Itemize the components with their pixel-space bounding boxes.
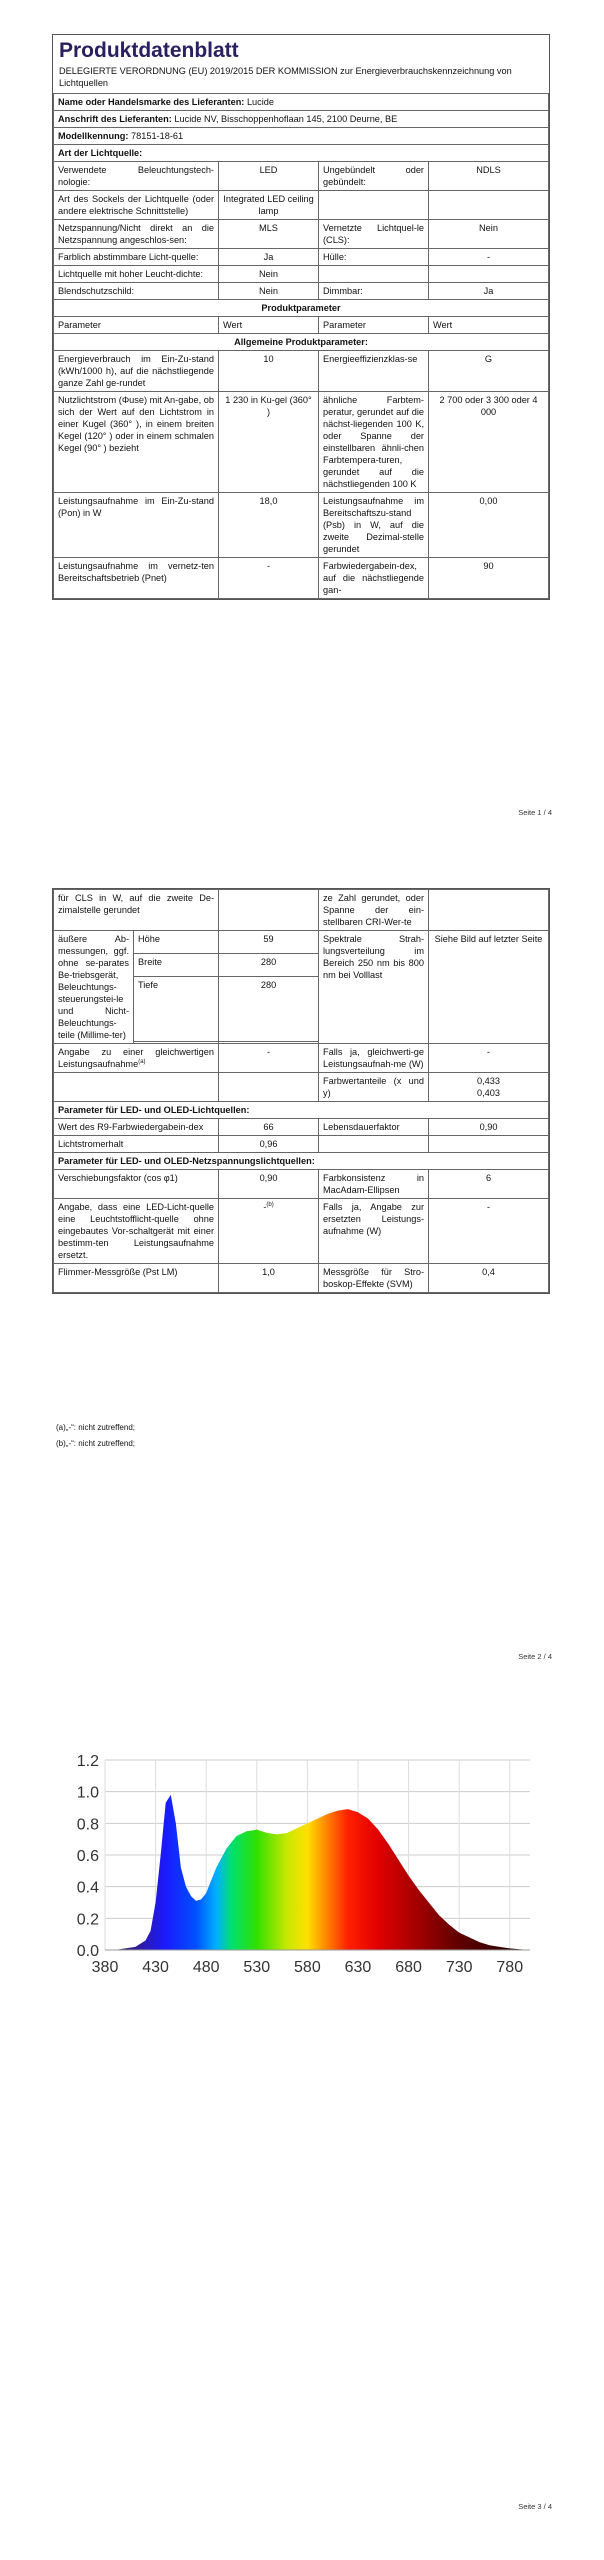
- table-row: [54, 558, 549, 599]
- table-row: [54, 392, 549, 493]
- param-value: 10: [219, 351, 319, 392]
- table-row: [54, 351, 549, 392]
- param-label: Leistungsaufnahme im Bereitschaftszu-stand (Psb) in W, auf die zweite Dezimal-stelle gerundet: [319, 493, 429, 558]
- param-label: Farblich abstimmbare Licht-quelle:: [54, 249, 219, 266]
- x-tick-label: 380: [91, 1959, 119, 1976]
- param-value: -: [429, 1199, 549, 1264]
- page-number: Seite 2 / 4: [518, 1652, 552, 1661]
- x-tick-label: 430: [142, 1959, 169, 1976]
- dim-depth-value: 280: [219, 977, 319, 1042]
- param-value: 0,96: [219, 1136, 319, 1153]
- table-row: [54, 220, 549, 249]
- supplier-address-label: Anschrift des Lieferanten:: [58, 114, 172, 124]
- spectral-value: Siehe Bild auf letzter Seite: [429, 931, 549, 1044]
- table-row: [54, 1170, 549, 1199]
- param-value: 0,00: [429, 493, 549, 558]
- param-value: Ja: [219, 249, 319, 266]
- spectral-label: Spektrale Strah-lungsverteilung im Bereich 250 nm bis 800 nm bei Volllast: [319, 931, 429, 1044]
- x-tick-label: 780: [496, 1959, 524, 1976]
- param-label: ähnliche Farbtem-peratur, gerundet auf die nächst-liegenden 100 K, oder Spanne der einstellbaren ähnli-chen Farbtempera-turen, gerundet auf die nächstliegenden 100 K: [319, 392, 429, 493]
- x-tick-label: 680: [395, 1959, 422, 1976]
- light-type-heading: Art der Lichtquelle:: [54, 145, 549, 162]
- param-label: Blendschutzschild:: [54, 283, 219, 300]
- col-value: Wert: [429, 317, 549, 334]
- mains-heading: Parameter für LED- und OLED-Netzspannungslichtquellen:: [54, 1153, 549, 1170]
- chromaticity-label: Farbwertanteile (x und y): [319, 1073, 429, 1102]
- datasheet-page-2: [52, 888, 550, 1294]
- param-label: Farbwiedergabein-dex, auf die nächstliegende gan-: [319, 558, 429, 599]
- y-tick-label: 0.8: [76, 1816, 99, 1834]
- param-label: Farbkonsistenz in MacAdam-Ellipsen: [319, 1170, 429, 1199]
- param-value: LED: [219, 162, 319, 191]
- x-tick-label: 480: [192, 1959, 220, 1976]
- table-row: [54, 162, 549, 191]
- equiv-power-text: Angabe zu einer gleichwertigen Leistungsaufnahme: [58, 1047, 215, 1069]
- param-value: NDLS: [429, 162, 549, 191]
- param-value: Nein: [219, 266, 319, 283]
- param-label: Energieeffizienzklas-se: [319, 351, 429, 392]
- param-label: ze Zahl gerundet, oder Spanne der ein-stellbaren CRI-Wer-te: [319, 890, 429, 931]
- doc-subtitle: DELEGIERTE VERORDNUNG (EU) 2019/2015 DER KOMMISSION zur Energieverbrauchskennzeichnung von Lichtquellen: [59, 66, 512, 88]
- equiv-power-label: Angabe zu einer gleichwertigen Leistungsaufnahme$^{(a)}$: [54, 1044, 219, 1073]
- param-label: Verwendete Beleuchtungstech-nologie:: [54, 162, 219, 191]
- param-value: Integrated LED ceiling lamp: [219, 191, 319, 220]
- y-tick-label: 1.2: [76, 1753, 99, 1770]
- param-label: Dimmbar:: [319, 283, 429, 300]
- param-label: Lebensdauerfaktor: [319, 1119, 429, 1136]
- supplier-address-row: [54, 111, 549, 128]
- param-label: Falls ja, Angabe zur ersetzten Leistungs-aufnahme (W): [319, 1199, 429, 1264]
- dim-height-label: Höhe: [134, 931, 219, 954]
- param-value: 2 700 oder 3 300 oder 4 000: [429, 392, 549, 493]
- model-row: [54, 128, 549, 145]
- param-label: Flimmer-Messgröße (Pst LM): [54, 1264, 219, 1293]
- param-value: Nein: [429, 220, 549, 249]
- param-label: Energieverbrauch im Ein-Zu-stand (kWh/1000 h), auf die nächstliegende ganze Zahl ge-rundet: [54, 351, 219, 392]
- y-tick-label: 0.2: [76, 1911, 99, 1929]
- param-value: MLS: [219, 220, 319, 249]
- footnote-a: (a)„-“: nicht zutreffend;: [56, 1423, 135, 1432]
- params-table-continued: [53, 889, 549, 1293]
- param-label: Lichtstromerhalt: [54, 1136, 219, 1153]
- page-number: Seite 1 / 4: [518, 808, 552, 817]
- supplier-name-label: Name oder Handelsmarke des Lieferanten:: [58, 97, 245, 107]
- page-2: [0, 880, 604, 1680]
- x-tick-label: 630: [344, 1959, 372, 1976]
- param-label: Wert des R9-Farbwiedergabein-dex: [54, 1119, 219, 1136]
- table-row: [54, 266, 549, 283]
- param-label: Lichtquelle mit hoher Leucht-dichte:: [54, 266, 219, 283]
- param-label: Angabe, dass eine LED-Licht-quelle eine Leuchtstofflicht-quelle ohne eingebautes Vor-schaltgerät mit einer bestimm-ten Leistungsaufnahme ersetzt.: [54, 1199, 219, 1264]
- spectrum-area: [105, 1795, 530, 1950]
- param-label: Messgröße für Stro-boskop-Effekte (SVM): [319, 1264, 429, 1293]
- param-value: 6: [429, 1170, 549, 1199]
- col-param: Parameter: [319, 317, 429, 334]
- table-row: [54, 191, 549, 220]
- param-value: 66: [219, 1119, 319, 1136]
- param-value: 18,0: [219, 493, 319, 558]
- col-param: Parameter: [54, 317, 219, 334]
- table-row: [54, 890, 549, 931]
- model-id: 78151-18-61: [131, 131, 184, 141]
- param-value: 0,4: [429, 1264, 549, 1293]
- param-value: [429, 266, 549, 283]
- param-value: 1 230 in Ku-gel (360° ): [219, 392, 319, 493]
- params-heading: Produktparameter: [54, 300, 549, 317]
- param-value: 1,0: [219, 1264, 319, 1293]
- table-row: [54, 283, 549, 300]
- y-tick-label: 1.0: [76, 1784, 99, 1802]
- supplier-name: Lucide: [246, 97, 275, 107]
- table-row: [54, 1136, 549, 1153]
- param-value: Ja: [429, 283, 549, 300]
- col-value: Wert: [219, 317, 319, 334]
- supplier-table: [53, 93, 549, 599]
- dim-width-label: Breite: [134, 954, 219, 977]
- spectral-distribution-chart: [60, 1740, 540, 1980]
- x-tick-label: 580: [294, 1959, 321, 1976]
- param-value: [429, 1136, 549, 1153]
- param-label: Leistungsaufnahme im Ein-Zu-stand (Pon) in W: [54, 493, 219, 558]
- param-value: [429, 191, 549, 220]
- param-label: Netzspannung/Nicht direkt an die Netzspannung angeschlos-sen:: [54, 220, 219, 249]
- param-value: -: [429, 249, 549, 266]
- param-label: Nutzlichtstrom (Φuse) mit An-gabe, ob sich der Wert auf den Lichtstrom in einer Kugel (360° ), in einem breiten Kegel (120° ) oder in einem schmalen Kegel (90° ) bezieht: [54, 392, 219, 493]
- datasheet-page-1: [52, 34, 550, 600]
- param-label: [319, 266, 429, 283]
- y-tick-label: 0.0: [76, 1943, 99, 1960]
- param-label: [319, 191, 429, 220]
- param-value: -: [219, 558, 319, 599]
- equiv-power-w-label: Falls ja, gleichwerti-ge Leistungsaufnah-me (W): [319, 1044, 429, 1073]
- param-label: Art des Sockels der Lichtquelle (oder andere elektrische Schnittstelle): [54, 191, 219, 220]
- led-heading: Parameter für LED- und OLED-Lichtquellen:: [54, 1102, 549, 1119]
- dim-height-value: 59: [219, 931, 319, 954]
- table-row: [54, 1119, 549, 1136]
- param-label: für CLS in W, auf die zweite De-zimalstelle gerundet: [54, 890, 219, 931]
- dim-depth-label: Tiefe: [134, 977, 219, 1042]
- table-row: [54, 1199, 549, 1264]
- page-number: Seite 3 / 4: [518, 2502, 552, 2511]
- param-value: 0,90: [219, 1170, 319, 1199]
- table-row: [54, 1264, 549, 1293]
- general-params-heading: Allgemeine Produktparameter:: [54, 334, 549, 351]
- equiv-power-value: -: [219, 1044, 319, 1073]
- empty-cell: [219, 1073, 319, 1102]
- param-label: Verschiebungsfaktor (cos φ1): [54, 1170, 219, 1199]
- empty-cell: [54, 1073, 219, 1102]
- supplier-address: Lucide NV, Bisschoppenhoflaan 145, 2100 Deurne, BE: [174, 114, 398, 124]
- param-value: -$^{(b)}$: [219, 1199, 319, 1264]
- table-row: [54, 249, 549, 266]
- param-value: 90: [429, 558, 549, 599]
- chromaticity-value: 0,433 0,403: [429, 1073, 549, 1102]
- param-value: Nein: [219, 283, 319, 300]
- model-label: Modellkennung:: [58, 131, 129, 141]
- table-row: [54, 493, 549, 558]
- param-value: 0,90: [429, 1119, 549, 1136]
- x-tick-label: 730: [445, 1959, 473, 1976]
- param-label: Hülle:: [319, 249, 429, 266]
- param-label: Leistungsaufnahme im vernetz-ten Bereitschaftsbetrieb (Pnet): [54, 558, 219, 599]
- param-value: [429, 890, 549, 931]
- param-label: [319, 1136, 429, 1153]
- param-value: [219, 890, 319, 931]
- y-tick-label: 0.6: [76, 1848, 99, 1865]
- dim-width-value: 280: [219, 954, 319, 977]
- param-label: Vernetzte Lichtquel-le (CLS):: [319, 220, 429, 249]
- param-value: G: [429, 351, 549, 392]
- equiv-power-w-value: -: [429, 1044, 549, 1073]
- doc-title: Produktdatenblatt: [59, 39, 239, 62]
- y-tick-label: 0.4: [76, 1879, 99, 1897]
- footnote-b: (b)„-“: nicht zutreffend;: [56, 1439, 135, 1448]
- param-label: Ungebündelt oder gebündelt:: [319, 162, 429, 191]
- x-tick-label: 530: [243, 1959, 271, 1976]
- supplier-name-row: [54, 94, 549, 111]
- page-1: [0, 0, 604, 820]
- dims-label: äußere Ab-messungen, ggf. ohne se-parates Be-triebsgerät, Beleuchtungs-steuerungstei-le und Nicht-Beleuchtungs-teile (Millime-ter): [54, 931, 134, 1044]
